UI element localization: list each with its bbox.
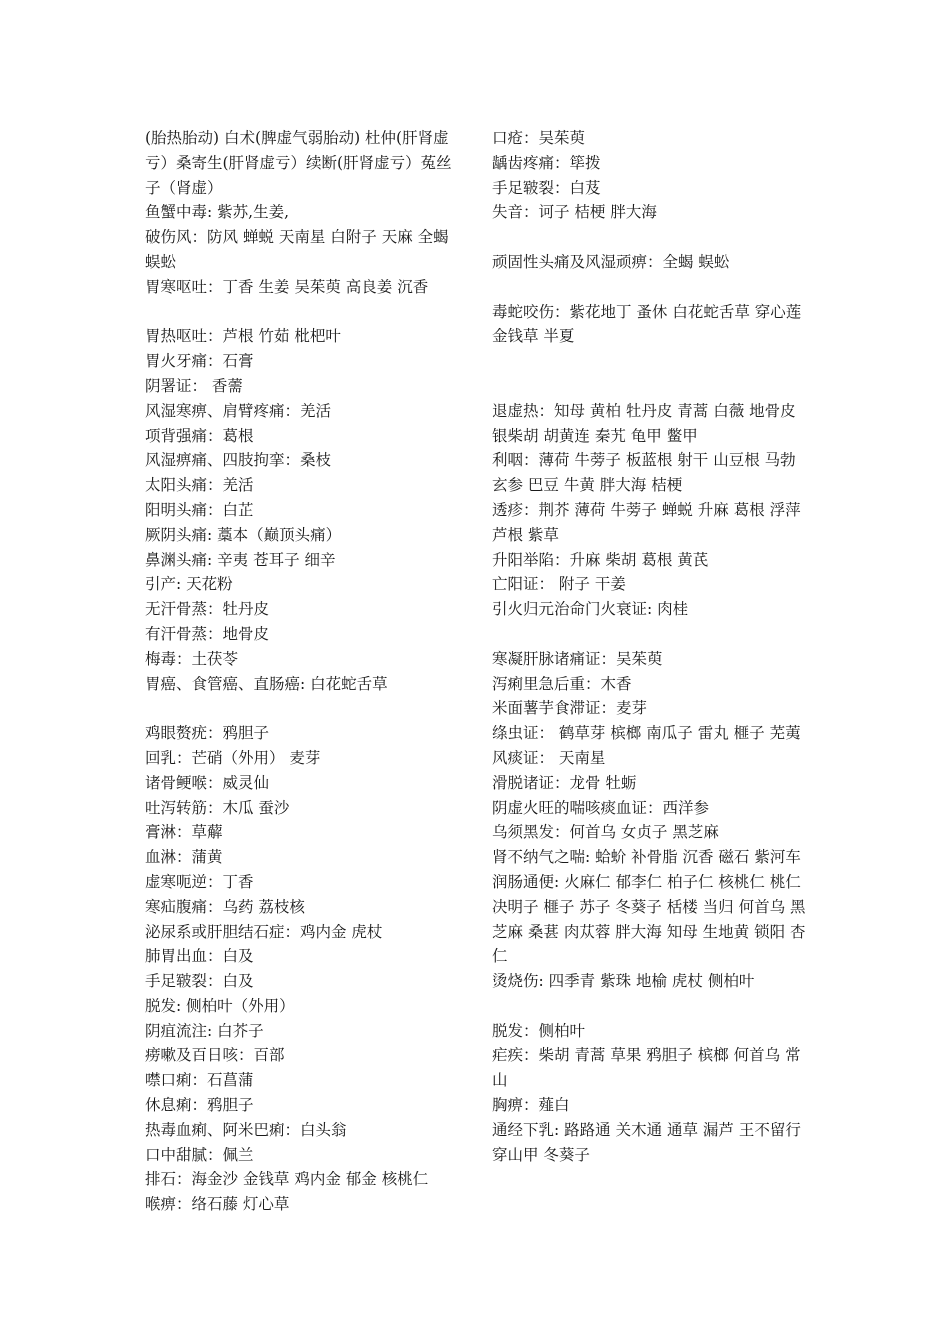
right-column-entry: 退虚热：知母 黄柏 牡丹皮 青蒿 白薇 地骨皮 银柴胡 胡黄连 秦艽 龟甲 鳖甲: [492, 401, 796, 445]
left-column-entry: 噤口痢：石菖蒲: [145, 1071, 254, 1090]
left-column-entry: 回乳：芒硝（外用） 麦芽: [145, 748, 321, 767]
right-column-entry: 通经下乳: 路路通 关木通 通草 漏芦 王不留行 穿山甲 冬葵子: [492, 1120, 801, 1164]
right-column: [492, 126, 808, 1167]
right-column-entry: 润肠通便: 火麻仁 郁李仁 柏子仁 核桃仁 桃仁 决明子 榧子 苏子 冬葵子 栝楼 当归 何首乌 黑芝麻 桑葚 肉苁蓉 胖大海 知母 生地黄 锁阳 杏仁: [492, 872, 806, 966]
left-column-entry: 肺胃出血：白及: [145, 947, 254, 966]
left-column-entry: 阳明头痛：白芷: [145, 500, 254, 519]
right-column-entry: 绦虫证： 鹤草芽 槟榔 南瓜子 雷丸 榧子 芜荑: [492, 724, 801, 743]
right-column-entry: 肾不纳气之喘: 蛤蚧 补骨脂 沉香 磁石 紫河车: [492, 848, 801, 867]
right-column-spacer: [492, 994, 808, 1019]
left-column-entry: 胃寒呕吐：丁香 生姜 吴茱萸 高良姜 沉香: [145, 277, 429, 296]
right-column-entry: 米面薯芋食滞证：麦芽: [492, 699, 648, 718]
left-column-entry: 引产: 天花粉: [145, 575, 233, 594]
right-column-entry: 泻痢里急后重：木香: [492, 674, 632, 693]
left-column-entry: 厥阴头痛: 藁本（巅顶头痛）: [145, 525, 342, 544]
right-column-entry: 脱发：侧柏叶: [492, 1021, 586, 1040]
left-column-entry: 胃癌、食管癌、直肠癌: 白花蛇舌草: [145, 674, 388, 693]
left-column-entry: 热毒血痢、阿米巴痢：白头翁: [145, 1120, 347, 1139]
left-column-entry: 梅毒：土茯苓: [145, 649, 239, 668]
left-column-entry: 太阳头痛：羌活: [145, 476, 254, 495]
left-column-entry: 破伤风：防风 蝉蜕 天南星 白附子 天麻 全蝎 蜈蚣: [145, 228, 449, 271]
left-column-entry: 阴署证： 香薷: [145, 376, 243, 395]
left-column-entry: 胃热呕吐：芦根 竹茹 枇杷叶: [145, 327, 341, 346]
right-column-entry: 滑脱诸证：龙骨 牡蛎: [492, 773, 637, 792]
left-column-entry: 血淋：蒲黄: [145, 848, 223, 867]
left-column-entry: 口中甜腻：佩兰: [145, 1145, 254, 1164]
left-column-entry: 痨嗽及百日咳：百部: [145, 1046, 285, 1065]
right-column-spacer: [492, 374, 808, 399]
left-column-entry: 寒疝腹痛：乌药 荔枝核: [145, 897, 305, 916]
left-column-entry: 吐泻转筋：木瓜 蚕沙: [145, 798, 290, 817]
left-column-entry: 排石：海金沙 金钱草 鸡内金 郁金 核桃仁: [145, 1170, 429, 1189]
right-column-entry: 疟疾：柴胡 青蒿 草果 鸦胆子 槟榔 何首乌 常山: [492, 1046, 801, 1090]
left-column: [145, 126, 461, 1217]
left-column-entry: 膏淋：草薢: [145, 823, 223, 842]
left-column-entry: 手足皲裂：白及: [145, 972, 254, 991]
left-column-entry: 项背强痛：葛根: [145, 426, 254, 445]
left-column-entry: 脱发: 侧柏叶（外用）: [145, 996, 295, 1015]
left-column-entry: 无汗骨蒸：牡丹皮: [145, 600, 270, 619]
left-column-entry: 鼻渊头痛: 辛夷 苍耳子 细辛: [145, 550, 336, 569]
right-column-entry: 顽固性头痛及风湿顽痹：全蝎 蜈蚣: [492, 252, 730, 271]
left-column-spacer: [145, 300, 461, 325]
right-column-spacer: [492, 349, 808, 374]
right-column-spacer: [492, 225, 808, 250]
right-column-entry: 升阳举陷：升麻 柴胡 葛根 黄芪: [492, 550, 709, 569]
right-column-entry: 引火归元治命门火衰证: 肉桂: [492, 600, 689, 619]
right-column-entry: 毒蛇咬伤：紫花地丁 蚤休 白花蛇舌草 穿心莲 金钱草 半夏: [492, 302, 802, 346]
left-column-entry: 泌尿系或肝胆结石症：鸡内金 虎杖: [145, 922, 383, 941]
right-column-entry: 龋齿疼痛：筚拨: [492, 153, 601, 172]
right-column-entry: 亡阳证： 附子 干姜: [492, 575, 626, 594]
right-column-entry: 失音：诃子 桔梗 胖大海: [492, 203, 657, 222]
right-column-entry: 乌须黑发：何首乌 女贞子 黑芝麻: [492, 823, 719, 842]
right-column-entry: 口疮：吴茱萸: [492, 129, 586, 147]
left-column-spacer: [145, 696, 461, 721]
left-column-entry: 鸡眼赘疣：鸦胆子: [145, 724, 270, 743]
left-column-entry: 有汗骨蒸：地骨皮: [145, 624, 270, 643]
right-column-entry: 手足皲裂：白芨: [492, 178, 601, 197]
left-column-entry: 喉痹：络石藤 灯心草: [145, 1195, 290, 1214]
right-column-entry: 烫烧伤: 四季青 紫珠 地榆 虎杖 侧柏叶: [492, 972, 755, 991]
left-column-entry: 阴疽流注: 白芥子: [145, 1021, 264, 1040]
left-column-entry: 虚寒呃逆：丁香: [145, 872, 254, 891]
right-column-entry: 透疹：荆芥 薄荷 牛蒡子 蝉蜕 升麻 葛根 浮萍 芦根 紫草: [492, 500, 801, 544]
right-column-entry: 风痰证： 天南星: [492, 748, 606, 767]
left-column-entry: 风湿痹痛、四肢拘挛：桑枝: [145, 451, 332, 470]
left-column-entry: 风湿寒痹、肩臂疼痛：羌活: [145, 401, 332, 420]
left-column-entry: 诸骨鲠喉：威灵仙: [145, 773, 270, 792]
right-column-spacer: [492, 622, 808, 647]
right-column-entry: 阴虚火旺的喘咳痰血证：西洋参: [492, 798, 710, 817]
left-column-entry: (胎热胎动) 白术(脾虚气弱胎动) 杜仲(肝肾虚亏）桑寄生(肝肾虚亏）续断(肝肾虚亏）菟丝子（肾虚）: [145, 129, 452, 197]
left-column-entry: 鱼蟹中毒: 紫苏,生姜,: [145, 203, 290, 222]
right-column-entry: 寒凝肝脉诸痛证：吴茱萸: [492, 649, 663, 668]
right-column-entry: 胸痹：薤白: [492, 1096, 570, 1115]
left-column-entry: 休息痢：鸦胆子: [145, 1096, 254, 1115]
left-column-entry: 胃火牙痛：石膏: [145, 352, 254, 371]
right-column-spacer: [492, 275, 808, 300]
right-column-entry: 利咽：薄荷 牛蒡子 板蓝根 射干 山豆根 马勃 玄参 巴豆 牛黄 胖大海 桔梗: [492, 451, 796, 495]
